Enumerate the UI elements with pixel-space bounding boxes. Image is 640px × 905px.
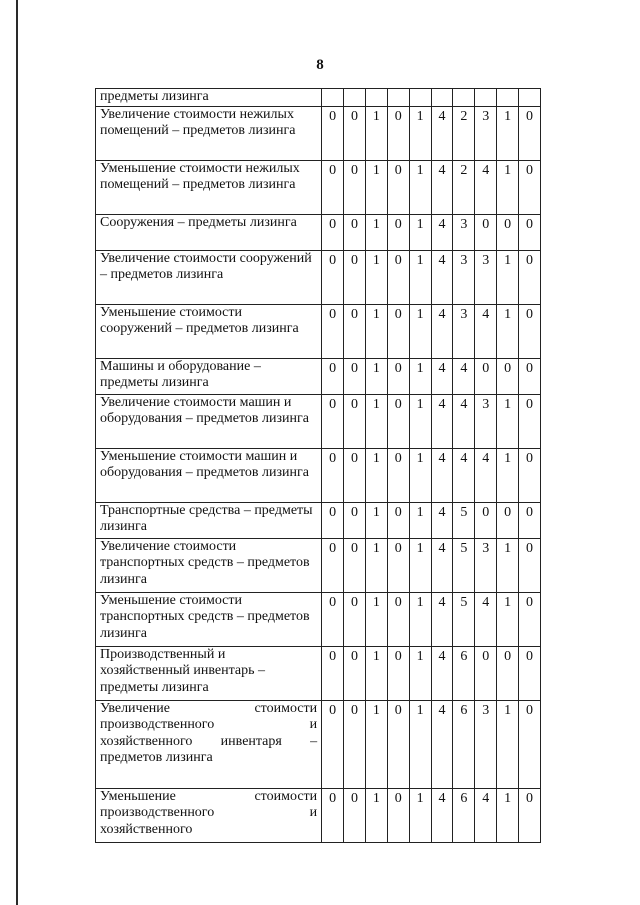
table-row bbox=[96, 394, 541, 448]
code-digit: 0 bbox=[344, 700, 366, 788]
code-digit: 0 bbox=[344, 502, 366, 538]
code-digit: 1 bbox=[365, 538, 387, 592]
code-digit: 1 bbox=[409, 538, 431, 592]
code-digit: 0 bbox=[344, 250, 366, 304]
code-digit: 1 bbox=[409, 106, 431, 160]
code-digit: 1 bbox=[497, 304, 519, 358]
code-digit: 0 bbox=[519, 304, 541, 358]
row-label: Транспортные средства – предметы лизинга bbox=[96, 502, 322, 538]
code-digit: 0 bbox=[322, 394, 344, 448]
code-digit: 1 bbox=[365, 358, 387, 394]
table-row bbox=[96, 700, 541, 788]
code-digit: 4 bbox=[453, 358, 475, 394]
code-digit: 0 bbox=[519, 592, 541, 646]
code-digit: 0 bbox=[322, 214, 344, 250]
code-digit: 0 bbox=[387, 538, 409, 592]
code-digit: 1 bbox=[409, 358, 431, 394]
table-row bbox=[96, 106, 541, 160]
code-digit: 0 bbox=[519, 448, 541, 502]
code-digit: 0 bbox=[322, 538, 344, 592]
code-digit: 4 bbox=[431, 502, 453, 538]
code-digit: 5 bbox=[453, 502, 475, 538]
code-digit: 3 bbox=[453, 250, 475, 304]
table-row bbox=[96, 89, 541, 107]
code-digit: 0 bbox=[475, 358, 497, 394]
code-digit: 4 bbox=[475, 788, 497, 842]
code-digit: 0 bbox=[322, 304, 344, 358]
code-digit: 4 bbox=[431, 304, 453, 358]
code-digit: 6 bbox=[453, 788, 475, 842]
code-digit: 4 bbox=[431, 358, 453, 394]
code-digit: 4 bbox=[431, 214, 453, 250]
code-digit: 4 bbox=[431, 106, 453, 160]
table-row bbox=[96, 448, 541, 502]
code-digit: 1 bbox=[409, 788, 431, 842]
code-digit: 4 bbox=[431, 250, 453, 304]
code-digit: 1 bbox=[497, 448, 519, 502]
row-label: Уменьшение стоимости производственного и хозяйственного bbox=[96, 788, 322, 842]
code-digit: 1 bbox=[497, 250, 519, 304]
code-digit: 3 bbox=[453, 214, 475, 250]
row-label: Уменьшение стоимости транспортных средств – предметов лизинга bbox=[96, 592, 322, 646]
code-digit: 0 bbox=[387, 214, 409, 250]
row-label: Уменьшение стоимости нежилых помещений – предметов лизинга bbox=[96, 160, 322, 214]
code-digit: 0 bbox=[322, 106, 344, 160]
row-label: Уменьшение стоимости машин и оборудования – предметов лизинга bbox=[96, 448, 322, 502]
table-row bbox=[96, 358, 541, 394]
row-label: Увеличение стоимости сооружений – предметов лизинга bbox=[96, 250, 322, 304]
code-digit: 6 bbox=[453, 646, 475, 700]
table-row bbox=[96, 502, 541, 538]
code-digit: 1 bbox=[365, 592, 387, 646]
code-digit: 4 bbox=[431, 394, 453, 448]
code-digit: 0 bbox=[344, 538, 366, 592]
code-digit: 0 bbox=[322, 592, 344, 646]
code-digit: 2 bbox=[453, 160, 475, 214]
code-digit: 0 bbox=[344, 788, 366, 842]
code-digit bbox=[322, 89, 344, 107]
code-digit bbox=[431, 89, 453, 107]
code-digit: 0 bbox=[387, 106, 409, 160]
code-digit: 0 bbox=[387, 502, 409, 538]
code-digit: 0 bbox=[387, 394, 409, 448]
row-label: предметы лизинга bbox=[96, 89, 322, 107]
row-label: Увеличение стоимости машин и оборудования – предметов лизинга bbox=[96, 394, 322, 448]
table-row bbox=[96, 214, 541, 250]
code-digit: 0 bbox=[475, 646, 497, 700]
code-digit: 0 bbox=[519, 538, 541, 592]
code-digit: 4 bbox=[431, 788, 453, 842]
code-digit: 1 bbox=[497, 538, 519, 592]
code-digit: 1 bbox=[365, 160, 387, 214]
code-digit bbox=[365, 89, 387, 107]
code-digit: 0 bbox=[322, 250, 344, 304]
code-digit: 0 bbox=[322, 646, 344, 700]
code-digit: 4 bbox=[431, 160, 453, 214]
code-digit: 3 bbox=[475, 250, 497, 304]
code-digit: 1 bbox=[365, 250, 387, 304]
code-digit: 0 bbox=[519, 788, 541, 842]
code-digit: 0 bbox=[387, 700, 409, 788]
code-digit: 0 bbox=[519, 106, 541, 160]
code-digit: 3 bbox=[475, 700, 497, 788]
code-digit: 0 bbox=[387, 788, 409, 842]
code-digit: 0 bbox=[344, 160, 366, 214]
code-digit: 1 bbox=[497, 106, 519, 160]
code-digit bbox=[453, 89, 475, 107]
code-digit: 0 bbox=[519, 502, 541, 538]
row-label: Сооружения – предметы лизинга bbox=[96, 214, 322, 250]
table-row bbox=[96, 646, 541, 700]
code-digit: 4 bbox=[475, 592, 497, 646]
code-digit: 1 bbox=[365, 214, 387, 250]
code-digit: 0 bbox=[387, 304, 409, 358]
code-digit: 0 bbox=[387, 250, 409, 304]
row-label: Уменьшение стоимости сооружений – предметов лизинга bbox=[96, 304, 322, 358]
code-digit: 3 bbox=[475, 538, 497, 592]
code-digit: 3 bbox=[475, 394, 497, 448]
code-digit: 1 bbox=[497, 160, 519, 214]
code-digit: 1 bbox=[497, 592, 519, 646]
code-digit: 1 bbox=[409, 646, 431, 700]
code-digit: 4 bbox=[453, 394, 475, 448]
code-digit bbox=[409, 89, 431, 107]
code-digit: 4 bbox=[431, 538, 453, 592]
code-digit: 0 bbox=[387, 160, 409, 214]
code-digit: 5 bbox=[453, 592, 475, 646]
code-digit: 4 bbox=[431, 448, 453, 502]
left-margin-rule bbox=[16, 0, 18, 905]
code-digit: 0 bbox=[344, 448, 366, 502]
leasing-codes-table bbox=[95, 88, 541, 843]
code-digit: 0 bbox=[344, 646, 366, 700]
code-digit: 0 bbox=[387, 448, 409, 502]
code-digit: 0 bbox=[322, 160, 344, 214]
table-row bbox=[96, 160, 541, 214]
code-digit: 4 bbox=[431, 700, 453, 788]
row-label: Увеличение стоимости производственного и хозяйственного инвентаря – предметов лизинга bbox=[96, 700, 322, 788]
code-digit: 1 bbox=[365, 502, 387, 538]
code-digit: 1 bbox=[409, 214, 431, 250]
code-digit: 0 bbox=[475, 502, 497, 538]
code-digit: 4 bbox=[475, 304, 497, 358]
code-digit: 1 bbox=[409, 304, 431, 358]
table-row bbox=[96, 788, 541, 842]
code-digit: 0 bbox=[344, 592, 366, 646]
code-digit: 0 bbox=[344, 304, 366, 358]
code-digit: 0 bbox=[322, 502, 344, 538]
code-digit: 0 bbox=[497, 358, 519, 394]
code-digit: 0 bbox=[387, 358, 409, 394]
code-digit: 4 bbox=[431, 646, 453, 700]
code-digit: 1 bbox=[365, 448, 387, 502]
table-row bbox=[96, 304, 541, 358]
row-label: Машины и оборудование – предметы лизинга bbox=[96, 358, 322, 394]
code-digit bbox=[387, 89, 409, 107]
code-digit: 4 bbox=[475, 448, 497, 502]
row-label: Производственный и хозяйственный инвентарь – предметы лизинга bbox=[96, 646, 322, 700]
code-digit: 0 bbox=[475, 214, 497, 250]
code-digit: 1 bbox=[409, 700, 431, 788]
code-digit: 1 bbox=[409, 592, 431, 646]
code-digit: 0 bbox=[344, 214, 366, 250]
code-digit: 1 bbox=[409, 394, 431, 448]
table-row bbox=[96, 250, 541, 304]
code-digit: 1 bbox=[365, 788, 387, 842]
code-digit: 4 bbox=[453, 448, 475, 502]
code-digit: 1 bbox=[409, 250, 431, 304]
code-digit: 3 bbox=[475, 106, 497, 160]
code-digit: 0 bbox=[519, 394, 541, 448]
code-digit: 1 bbox=[365, 646, 387, 700]
code-digit: 0 bbox=[519, 358, 541, 394]
code-digit bbox=[497, 89, 519, 107]
row-label: Увеличение стоимости транспортных средств – предметов лизинга bbox=[96, 538, 322, 592]
code-digit: 0 bbox=[519, 160, 541, 214]
code-digit: 1 bbox=[497, 394, 519, 448]
code-digit: 0 bbox=[497, 502, 519, 538]
page-number: 8 bbox=[316, 57, 324, 73]
code-digit: 0 bbox=[519, 250, 541, 304]
code-digit: 1 bbox=[497, 700, 519, 788]
code-digit: 1 bbox=[409, 160, 431, 214]
code-digit: 6 bbox=[453, 700, 475, 788]
code-digit: 0 bbox=[519, 700, 541, 788]
code-digit: 0 bbox=[497, 214, 519, 250]
code-digit: 1 bbox=[409, 502, 431, 538]
code-digit: 0 bbox=[322, 358, 344, 394]
code-digit: 0 bbox=[322, 788, 344, 842]
code-digit: 0 bbox=[519, 646, 541, 700]
code-digit: 0 bbox=[497, 646, 519, 700]
code-digit: 0 bbox=[344, 358, 366, 394]
code-digit: 1 bbox=[365, 394, 387, 448]
code-digit: 4 bbox=[431, 592, 453, 646]
code-digit: 0 bbox=[387, 592, 409, 646]
code-digit: 1 bbox=[365, 304, 387, 358]
code-digit: 1 bbox=[365, 106, 387, 160]
code-digit: 0 bbox=[344, 106, 366, 160]
code-digit bbox=[475, 89, 497, 107]
code-digit: 0 bbox=[344, 394, 366, 448]
row-label: Увеличение стоимости нежилых помещений – предметов лизинга bbox=[96, 106, 322, 160]
table-row bbox=[96, 592, 541, 646]
code-digit: 1 bbox=[497, 788, 519, 842]
code-digit bbox=[519, 89, 541, 107]
code-digit: 0 bbox=[387, 646, 409, 700]
code-digit: 0 bbox=[322, 448, 344, 502]
code-digit bbox=[344, 89, 366, 107]
code-digit: 0 bbox=[519, 214, 541, 250]
code-digit: 3 bbox=[453, 304, 475, 358]
code-digit: 0 bbox=[322, 700, 344, 788]
code-digit: 1 bbox=[365, 700, 387, 788]
code-digit: 1 bbox=[409, 448, 431, 502]
code-digit: 4 bbox=[475, 160, 497, 214]
code-digit: 5 bbox=[453, 538, 475, 592]
table-body bbox=[96, 89, 541, 843]
code-digit: 2 bbox=[453, 106, 475, 160]
table-row bbox=[96, 538, 541, 592]
